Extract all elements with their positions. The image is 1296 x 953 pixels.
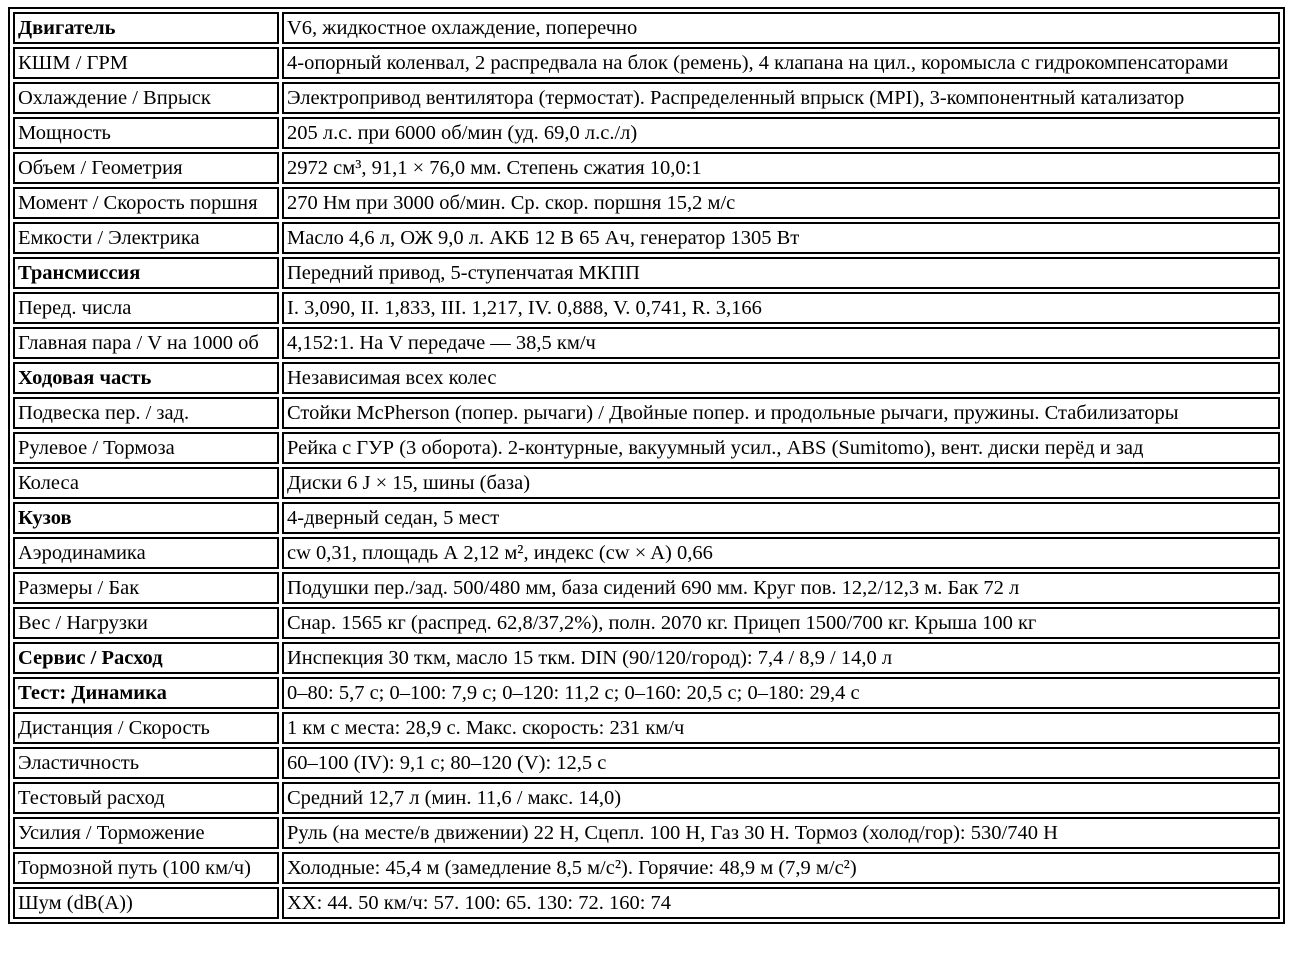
row-value: Независимая всех колес bbox=[282, 362, 1280, 394]
table-row bbox=[13, 82, 1280, 114]
row-label: Вес / Нагрузки bbox=[13, 607, 279, 639]
row-label: Подвеска пер. / зад. bbox=[13, 397, 279, 429]
table-row bbox=[13, 747, 1280, 779]
section-row bbox=[13, 502, 1280, 534]
row-label: КШМ / ГРМ bbox=[13, 47, 279, 79]
section-label: Сервис / Расход bbox=[13, 642, 279, 674]
table-row bbox=[13, 152, 1280, 184]
row-value: Электропривод вентилятора (термостат). Распределенный впрыск (MPI), 3-компонентный катализатор bbox=[282, 82, 1280, 114]
table-row bbox=[13, 537, 1280, 569]
row-value: I. 3,090, II. 1,833, III. 1,217, IV. 0,888, V. 0,741, R. 3,166 bbox=[282, 292, 1280, 324]
row-value: Подушки пер./зад. 500/480 мм, база сидений 690 мм. Круг пов. 12,2/12,3 м. Бак 72 л bbox=[282, 572, 1280, 604]
row-value: 1 км с места: 28,9 с. Макс. скорость: 231 км/ч bbox=[282, 712, 1280, 744]
table-row bbox=[13, 572, 1280, 604]
table-row bbox=[13, 327, 1280, 359]
row-label: Момент / Скорость поршня bbox=[13, 187, 279, 219]
section-label: Двигатель bbox=[13, 12, 279, 44]
row-label: Главная пара / V на 1000 об bbox=[13, 327, 279, 359]
row-value: 4-опорный коленвал, 2 распредвала на блок (ремень), 4 клапана на цил., коромысла с гидрокомпенсаторами bbox=[282, 47, 1280, 79]
spec-table bbox=[8, 7, 1285, 924]
table-row bbox=[13, 432, 1280, 464]
section-label: Трансмиссия bbox=[13, 257, 279, 289]
row-value: XX: 44. 50 км/ч: 57. 100: 65. 130: 72. 160: 74 bbox=[282, 887, 1280, 919]
row-value: Снар. 1565 кг (распред. 62,8/37,2%), полн. 2070 кг. Прицеп 1500/700 кг. Крыша 100 кг bbox=[282, 607, 1280, 639]
row-value: Диски 6 J × 15, шины (база) bbox=[282, 467, 1280, 499]
row-label: Аэродинамика bbox=[13, 537, 279, 569]
table-row bbox=[13, 817, 1280, 849]
table-row bbox=[13, 187, 1280, 219]
row-value: cw 0,31, площадь А 2,12 м², индекс (cw × A) 0,66 bbox=[282, 537, 1280, 569]
section-row bbox=[13, 642, 1280, 674]
table-row bbox=[13, 607, 1280, 639]
table-row bbox=[13, 47, 1280, 79]
row-label: Размеры / Бак bbox=[13, 572, 279, 604]
row-value: Инспекция 30 ткм, масло 15 ткм. DIN (90/120/город): 7,4 / 8,9 / 14,0 л bbox=[282, 642, 1280, 674]
row-label: Шум (dB(A)) bbox=[13, 887, 279, 919]
section-row bbox=[13, 677, 1280, 709]
table-row bbox=[13, 117, 1280, 149]
row-value: Масло 4,6 л, ОЖ 9,0 л. АКБ 12 В 65 Ач, генератор 1305 Вт bbox=[282, 222, 1280, 254]
row-value: 0–80: 5,7 с; 0–100: 7,9 с; 0–120: 11,2 с; 0–160: 20,5 с; 0–180: 29,4 с bbox=[282, 677, 1280, 709]
section-row bbox=[13, 12, 1280, 44]
row-label: Мощность bbox=[13, 117, 279, 149]
row-label: Объем / Геометрия bbox=[13, 152, 279, 184]
row-value: Руль (на месте/в движении) 22 Н, Сцепл. 100 Н, Газ 30 Н. Тормоз (холод/гор): 530/740 Н bbox=[282, 817, 1280, 849]
spec-table-body bbox=[13, 12, 1280, 919]
table-row bbox=[13, 222, 1280, 254]
table-row bbox=[13, 397, 1280, 429]
row-label: Колеса bbox=[13, 467, 279, 499]
row-label: Дистанция / Скорость bbox=[13, 712, 279, 744]
row-value: 205 л.с. при 6000 об/мин (уд. 69,0 л.с./л) bbox=[282, 117, 1280, 149]
row-label: Емкости / Электрика bbox=[13, 222, 279, 254]
table-row bbox=[13, 467, 1280, 499]
row-value: 4,152:1. На V передаче — 38,5 км/ч bbox=[282, 327, 1280, 359]
row-label: Эластичность bbox=[13, 747, 279, 779]
row-label: Тестовый расход bbox=[13, 782, 279, 814]
table-row bbox=[13, 712, 1280, 744]
row-label: Перед. числа bbox=[13, 292, 279, 324]
row-label: Охлаждение / Впрыск bbox=[13, 82, 279, 114]
row-value: 60–100 (IV): 9,1 с; 80–120 (V): 12,5 с bbox=[282, 747, 1280, 779]
row-value: Передний привод, 5-ступенчатая МКПП bbox=[282, 257, 1280, 289]
section-label: Ходовая часть bbox=[13, 362, 279, 394]
table-row bbox=[13, 292, 1280, 324]
table-row bbox=[13, 852, 1280, 884]
row-value: Рейка с ГУР (3 оборота). 2-контурные, вакуумный усил., ABS (Sumitomo), вент. диски перёд и зад bbox=[282, 432, 1280, 464]
row-value: 4-дверный седан, 5 мест bbox=[282, 502, 1280, 534]
row-value: 2972 см³, 91,1 × 76,0 мм. Степень сжатия 10,0:1 bbox=[282, 152, 1280, 184]
table-row bbox=[13, 887, 1280, 919]
row-label: Тормозной путь (100 км/ч) bbox=[13, 852, 279, 884]
row-value: Холодные: 45,4 м (замедление 8,5 м/с²). Горячие: 48,9 м (7,9 м/с²) bbox=[282, 852, 1280, 884]
row-value: V6, жидкостное охлаждение, поперечно bbox=[282, 12, 1280, 44]
section-row bbox=[13, 362, 1280, 394]
section-label: Кузов bbox=[13, 502, 279, 534]
row-value: 270 Нм при 3000 об/мин. Ср. скор. поршня 15,2 м/с bbox=[282, 187, 1280, 219]
table-row bbox=[13, 782, 1280, 814]
row-label: Усилия / Торможение bbox=[13, 817, 279, 849]
row-label: Рулевое / Тормоза bbox=[13, 432, 279, 464]
row-value: Средний 12,7 л (мин. 11,6 / макс. 14,0) bbox=[282, 782, 1280, 814]
section-label: Тест: Динамика bbox=[13, 677, 279, 709]
section-row bbox=[13, 257, 1280, 289]
row-value: Стойки McPherson (попер. рычаги) / Двойные попер. и продольные рычаги, пружины. Стабилизаторы bbox=[282, 397, 1280, 429]
